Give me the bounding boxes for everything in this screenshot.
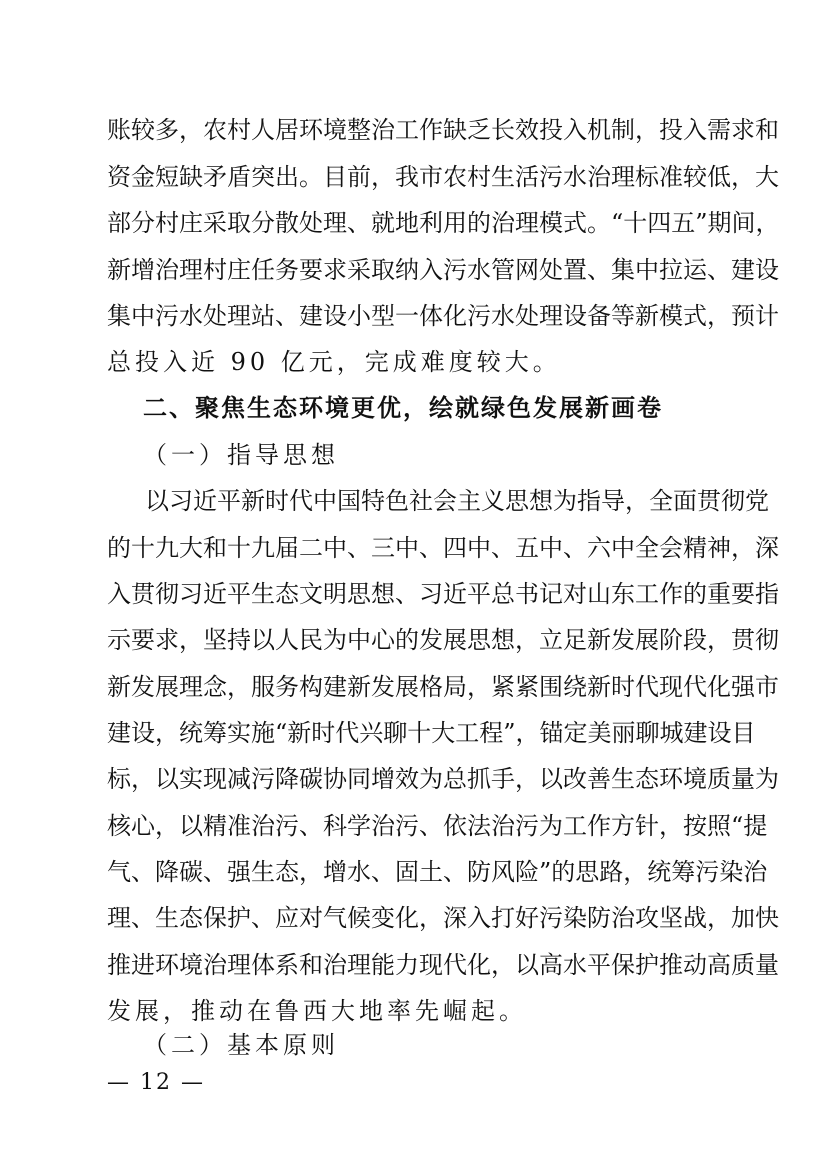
paragraph-line: 建设，统筹实施“新时代兴聊十大工程”，锚定美丽聊城建设目 [107,719,756,747]
paragraph-line: 账较多，农村人居环境整治工作缺乏长效投入机制，投入需求和 [107,116,779,144]
paragraph-line: 示要求，坚持以人民为中心的发展思想，立足新发展阶段，贯彻 [107,626,779,654]
paragraph-line: 核心，以精准治污、科学治污、依法治污为工作方针，按照“提 [107,812,768,840]
paragraph-line: 新发展理念，服务构建新发展格局，紧紧围绕新时代现代化强市 [107,673,779,701]
paragraph-line: 总投入近 90 亿元，完成难度较大。 [107,348,561,376]
paragraph-line: 新增治理村庄任务要求采取纳入污水管网处置、集中拉运、建设 [107,256,779,284]
subheading-guiding-ideology: （一）指导思想 [143,441,339,469]
paragraph-line: 入贯彻习近平生态文明思想、习近平总书记对山东工作的重要指 [107,580,779,608]
paragraph-line: 以习近平新时代中国特色社会主义思想为指导，全面贯彻党 [145,487,769,515]
paragraph-line: 部分村庄采取分散处理、就地利用的治理模式。“十四五”期间， [107,209,780,237]
subheading-basic-principles: （二）基本原则 [143,1031,339,1059]
paragraph-line: 资金短缺矛盾突出。目前，我市农村生活污水治理标准较低，大 [107,163,779,191]
paragraph-line: 标，以实现减污降碳协同增效为总抓手，以改善生态环境质量为 [107,765,779,793]
paragraph-line: 推进环境治理体系和治理能力现代化，以高水平保护推动高质量 [107,951,779,979]
page-number: — 12 — [107,1070,205,1095]
paragraph-line: 的十九大和十九届二中、三中、四中、五中、六中全会精神，深 [107,534,779,562]
section-heading: 二、聚焦生态环境更优，绘就绿色发展新画卷 [143,393,663,422]
paragraph-line: 理、生态保护、应对气候变化，深入打好污染防治攻坚战，加快 [107,904,779,932]
paragraph-line: 发展，推动在鲁西大地率先崛起。 [107,997,527,1025]
paragraph-line: 集中污水处理站、建设小型一体化污水处理设备等新模式，预计 [107,302,779,330]
paragraph-line: 气、降碳、强生态，增水、固土、防风险”的思路，统筹污染治 [107,858,768,886]
